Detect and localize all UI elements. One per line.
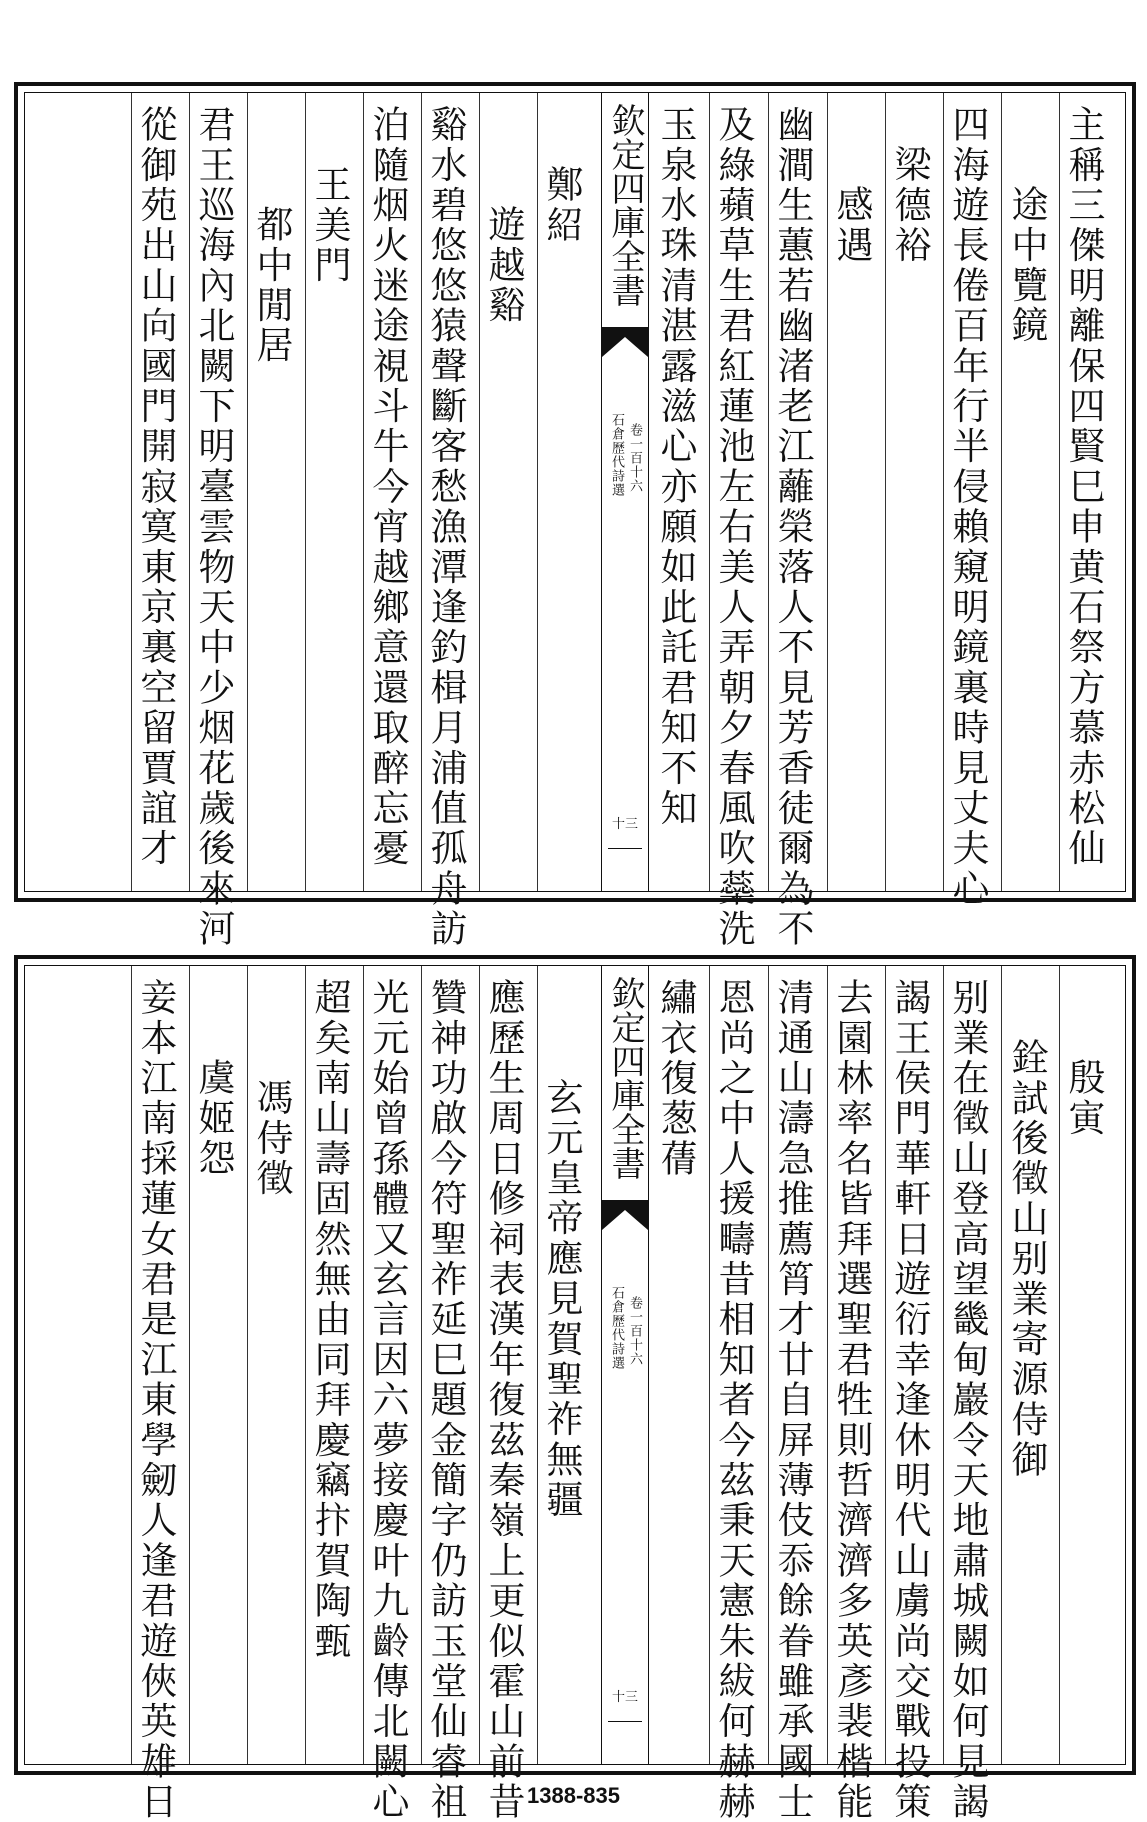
- column-rule: [363, 966, 364, 1764]
- poem-title: 遊越谿: [482, 205, 525, 326]
- text-column: 主稱三傑明離保四賢巳申黄石祭方慕赤松仙: [1062, 105, 1105, 869]
- poem-title: 玄元皇帝應見賀聖祚無疆: [540, 1078, 583, 1521]
- text-column: 清通山濤急推薦筲才廿自屏薄伎忝餘眷雖承國士: [771, 978, 814, 1822]
- column-rule: [131, 93, 132, 891]
- column-rule: [131, 966, 132, 1764]
- column-rule: [189, 966, 190, 1764]
- column-rule: [943, 93, 944, 891]
- text-column: 超矣南山壽固然無由同拜慶竊抃賀陶甄: [308, 978, 351, 1662]
- text-column: 應歷生周日修祠表漢年復茲秦嶺上更似霍山前昔: [482, 978, 525, 1822]
- poem-title: 銓試後徵山别業寄源侍御: [1005, 1038, 1048, 1481]
- column-rule: [1059, 966, 1060, 1764]
- column-rule: [363, 93, 364, 891]
- center-band: [601, 93, 649, 891]
- author-name: 梁德裕: [888, 145, 931, 266]
- column-rule: [421, 966, 422, 1764]
- author-name: 鄭紹: [540, 165, 583, 246]
- column-rule: [247, 93, 248, 891]
- text-column: 去園林率名皆拜選聖君牲則哲濟濟多英彥裴楷能: [830, 978, 873, 1822]
- text-column: 光元始曾孫體又玄言因六夢接慶叶九齡傳北闕心: [366, 978, 409, 1822]
- column-rule: [479, 93, 480, 891]
- sheet-number: 十三: [611, 817, 638, 832]
- poem-title: 途中覽鏡: [1005, 185, 1048, 346]
- juan-number: 卷一百十六: [627, 423, 642, 493]
- text-column: 幽澗生蕙若幽渚老江蘺榮落人不見芳香徒爾為不: [771, 105, 814, 950]
- text-column: 及綠蘋草生君紅蓮池左右美人弄朝夕春風吹蘂洗: [712, 105, 755, 950]
- text-column: 贊神功啟今符聖祚延巳題金簡字仍訪玉堂仙睿祖: [424, 978, 467, 1822]
- column-rule: [305, 966, 306, 1764]
- inner-frame: [24, 92, 1126, 950]
- text-column: 君王巡海內北闕下明臺雲物天中少烟花歲後來河: [192, 105, 235, 950]
- column-rule: [827, 966, 828, 1764]
- top-half-page: [14, 82, 1136, 950]
- column-rule: [768, 93, 769, 891]
- column-rule: [247, 966, 248, 1764]
- fish-tail-mark: [602, 1200, 648, 1230]
- column-rule: [537, 966, 538, 1764]
- juan-number: 卷一百十六: [627, 1296, 642, 1366]
- column-rule: [189, 93, 190, 891]
- author-name: 殷寅: [1062, 1058, 1105, 1139]
- column-rule: [885, 966, 886, 1764]
- text-column: 玉泉水珠清湛露滋心亦願如此託君知不知: [654, 105, 697, 829]
- poem-title: 感遇: [830, 185, 873, 266]
- column-rule: [709, 966, 710, 1764]
- column-rule: [479, 966, 480, 1764]
- column-rule: [768, 966, 769, 1764]
- poem-title: 都中閒居: [250, 205, 293, 366]
- collection-title: 石倉歷代詩選: [609, 413, 624, 497]
- column-rule: [537, 93, 538, 891]
- book-title: 欽定四庫全書: [605, 976, 645, 1180]
- center-foot-rule: [608, 1721, 642, 1722]
- author-name: 王美門: [308, 165, 351, 286]
- column-rule: [943, 966, 944, 1764]
- center-foot-rule: [608, 848, 642, 849]
- center-band: [601, 966, 649, 1764]
- text-column: 四海遊長倦百年行半侵賴窺明鏡裏時見丈夫心: [946, 105, 989, 909]
- text-column: 繡衣復葱蒨: [654, 978, 697, 1179]
- column-rule: [1001, 93, 1002, 891]
- text-column: 谿水碧悠悠猿聲斷客愁漁潭逢釣楫月浦值孤舟訪: [424, 105, 467, 950]
- fish-tail-mark: [602, 327, 648, 357]
- book-title: 欽定四庫全書: [605, 103, 645, 307]
- text-column: 妾本江南採蓮女君是江東學劒人逢君遊俠英雄日: [134, 978, 177, 1822]
- text-column: 别業在徵山登高望畿甸巖令天地肅城闕如何見謁: [946, 978, 989, 1822]
- column-rule: [1001, 966, 1002, 1764]
- page-number: 1388-835: [527, 1783, 620, 1808]
- column-rule: [1059, 93, 1060, 891]
- collection-title: 石倉歷代詩選: [609, 1286, 624, 1370]
- text-column: 從御苑出山向國門開寂寞東京裏空留賈誼才: [134, 105, 177, 869]
- author-name: 馮侍徵: [250, 1078, 293, 1199]
- poem-title: 虞姬怨: [192, 1058, 235, 1179]
- text-column: 謁王侯門華軒日遊衍幸逢休明代山虜尚交戰投策: [888, 978, 931, 1822]
- text-column: 泊隨烟火迷途視斗牛今宵越鄉意還取醉忘憂: [366, 105, 409, 869]
- sheet-number: 十三: [611, 1690, 638, 1705]
- column-rule: [421, 93, 422, 891]
- text-column: 恩尚之中人援疇昔相知者今茲秉天憲朱紱何赫赫: [712, 978, 755, 1822]
- column-rule: [709, 93, 710, 891]
- column-rule: [885, 93, 886, 891]
- column-rule: [827, 93, 828, 891]
- column-rule: [305, 93, 306, 891]
